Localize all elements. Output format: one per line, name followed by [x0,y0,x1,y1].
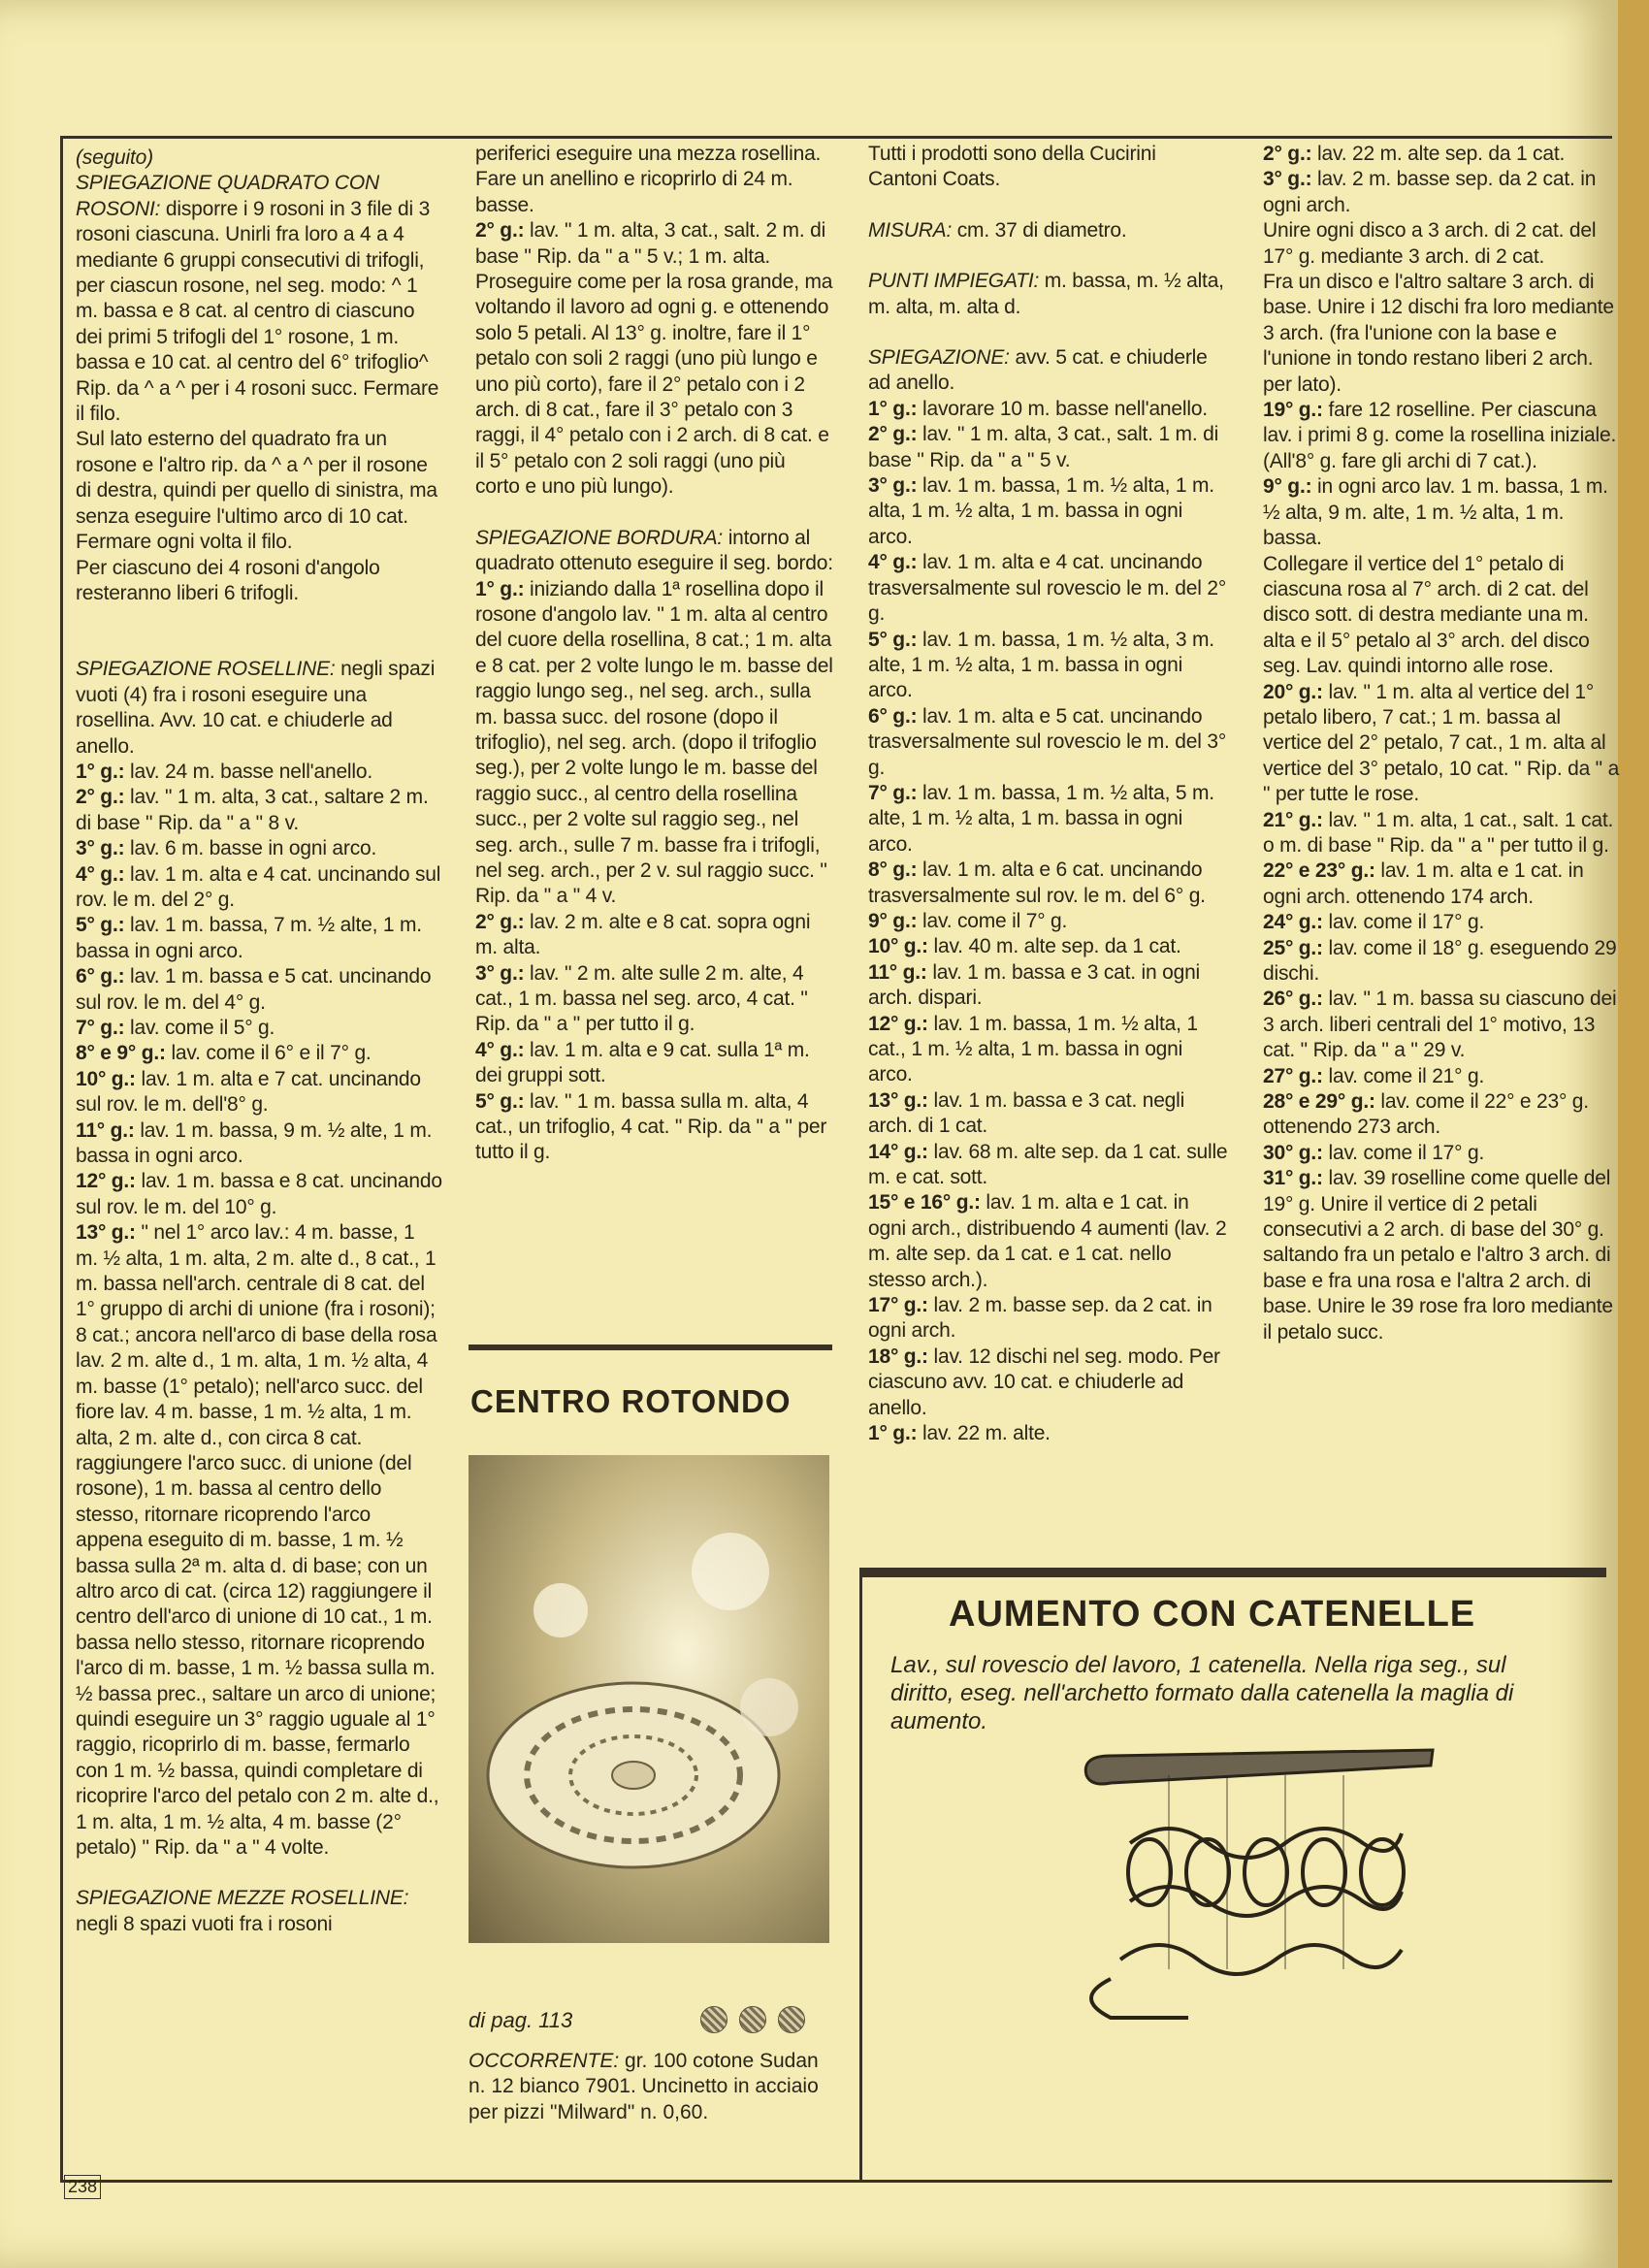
row-label: 7° g.: [868,781,918,804]
row-text: lav. come il 17° g. [1328,1141,1485,1164]
row-text: lav. " 1 m. bassa su ciascuno dei 3 arch. liberi centrali del 1° motivo, 13 cat. " Rip. da " a " 29 v. [1263,988,1617,1062]
row-label: 14° g.: [868,1140,928,1163]
row-label: 2° g.: [475,910,525,933]
row-label: 1° g.: [868,397,918,420]
page-reference: di pag. 113 [469,2008,573,2032]
row-text: lav. 1 m. alta e 9 cat. sulla 1ª m. dei gruppi sott. [475,1038,810,1087]
row-label: 3° g.: [868,474,918,498]
misura-heading: MISURA: [868,218,953,242]
row-label: 17° g.: [868,1294,928,1317]
row-label: 11° g.: [868,960,927,984]
fra-text: Fra un disco e l'altro saltare 3 arch. di base. Unire i 12 dischi fra loro mediante 3 arch. (fra l'unione con la base e l'unione in tondo restano liberi 2 arch. per lato). [1263,271,1614,396]
quadrato-text: disporre i 9 rosoni in 3 file di 3 rosoni ciascuna. Unirli fra loro a 4 a 4 mediante 6 gruppi consecutivi di trifogli, per ciascun rosone, nel seg. modo: ^ 1 m. bassa e 8 cat. al centro di ciascuno dei primi 5 trifogli del 1° rosone, 1 m. bassa e 10 cat. al centro del 6° trifoglio^ Rip. da ^ a ^ per i 4 rosoni succ. Fermare il filo. [76,197,439,426]
row-text: lav. 6 m. basse in ogni arco. [130,837,377,860]
difficulty-icon [778,2006,805,2033]
row-text: lav. come il 5° g. [130,1017,275,1039]
row-label: 20° g.: [1263,680,1323,703]
instruction-row [475,910,834,961]
bordura-rows [475,577,834,1166]
instruction-row [868,909,1229,934]
row-label: 8° g.: [868,859,918,882]
row-label: 4° g.: [475,1038,525,1061]
row-label: 5° g.: [868,628,918,651]
row-text: lav. come il 7° g. [922,909,1068,932]
mezze-text: negli 8 spazi vuoti fra i rosoni [76,1912,333,1935]
row-text: lav. 1 m. alta e 7 cat. uncinando sul rov. le m. dell'8° g. [76,1067,421,1117]
instruction-row [1263,1064,1622,1089]
instruction-row [1263,910,1622,935]
row-label: 12° g.: [868,1012,928,1035]
row-label: 5° g.: [76,914,125,937]
row-text: lav. come il 6° e il 7° g. [171,1042,372,1065]
row-label: 2° g.: [1263,143,1312,165]
row-text: lav. come il 18° g. eseguendo 29 dischi. [1263,936,1617,985]
row-label: 8° e 9° g.: [76,1042,166,1065]
row-text: lav. 2 m. basse sep. da 2 cat. in ogni arch. [1263,168,1597,216]
row-label: 13° g.: [76,1221,136,1245]
occorrente-text: gr. 100 cotone Sudan n. 12 bianco 7901. Uncinetto in acciaio per pizzi "Milward" n. 0,60. [469,2050,819,2123]
row-label: 25° g.: [1263,936,1323,959]
row-label: 27° g.: [1263,1064,1323,1087]
row-text: lav. 1 m. bassa, 1 m. ½ alta, 1 m. alta, 1 m. ½ alta, 1 m. bassa in ogni arco. [868,474,1214,548]
row-text: lav. 1 m. bassa, 1 m. ½ alta, 3 m. alte, 1 m. ½ alta, 1 m. bassa in ogni arco. [868,628,1214,702]
row-text: lav. 24 m. basse nell'anello. [130,760,372,783]
row-label: 2° g.: [868,423,918,446]
row-label: 24° g.: [1263,911,1323,934]
row-text: iniziando dalla 1ª rosellina dopo il rosone d'angolo lav. " 1 m. alta al centro del cuore della rosellina, 8 cat.; 1 m. alta e 8 cat. per 2 volte lungo le m. basse del raggio lungo seg., nel seg. arch., sulla m. bassa succ. del rosone (dopo il trifoglio), nel seg. arch. (dopo il trifoglio seg.), per 2 volte lungo le m. basse del raggio succ., al centro della rosellina succ., per 2 volte sul raggio seg., nel seg. arch., sulle 7 m. basse fra i trifogli, nel seg. arch., per 2 v. sul raggio succ. " Rip. da " a " 4 v. [475,577,833,908]
row-label: 1° g.: [76,760,125,783]
row-label: 18° g.: [868,1345,928,1368]
roselline-rows [76,760,442,1861]
row-label: 13° g.: [868,1088,928,1112]
instruction-row [76,1067,442,1118]
spiegazione-heading: SPIEGAZIONE: [868,346,1010,370]
page-number: 238 [64,2175,101,2199]
instruction-row [1263,1141,1622,1166]
rows-c [1263,680,1622,1346]
aumento-title: AUMENTO CON CATENELLE [949,1594,1476,1635]
row-label: 22° e 23° g.: [1263,859,1375,883]
seguito-label: (seguito) [76,146,153,169]
instruction-row [868,1140,1229,1191]
instruction-row [1263,808,1622,859]
row-text: lav. 12 dischi nel seg. modo. Per ciascuno avv. 10 cat. e chiuderle ad anello. [868,1345,1220,1419]
row-label: 11° g.: [76,1118,135,1142]
row-text: lav. 1 m. alta e 4 cat. uncinando sul rov. le m. del 2° g. [76,862,441,911]
roselline-heading: SPIEGAZIONE ROSELLINE: [76,658,336,681]
instruction-row [868,960,1229,1012]
row-text: lav. 1 m. alta e 1 cat. in ogni arch., distribuendo 4 aumenti (lav. 2 m. alte sep. da 1 cat. e 1 cat. nello stesso arch.). [868,1191,1227,1291]
mezze-intro: periferici eseguire una mezza rosellina. Fare un anellino e ricoprirlo di 24 m. basse. [475,143,822,216]
divider [469,1345,832,1350]
instruction-row [1263,398,1622,474]
row-label: 4° g.: [868,551,918,574]
row-label: 3° g.: [475,961,525,985]
row-label: 28° e 29° g.: [1263,1090,1375,1114]
products-note: Tutti i prodotti sono della Cucirini Cantoni Coats. [868,143,1156,191]
row-text: lav. " 1 m. bassa sulla m. alta, 4 cat., un trifoglio, 4 cat. " Rip. da " a " per tutto il g. [475,1089,827,1164]
instruction-row [475,1089,834,1166]
difficulty-icon [700,2006,728,2033]
unire-text: Unire ogni disco a 3 arch. di 2 cat. del 17° g. mediante 3 arch. di 2 cat. [1263,219,1597,268]
row-text: lav. 1 m. bassa e 8 cat. uncinando sul rov. le m. del 10° g. [76,1170,442,1218]
instruction-row [868,397,1229,422]
instruction-row [475,577,834,910]
occorrente [469,2049,827,2125]
instruction-row [1263,859,1622,910]
row-label: 3° g.: [1263,168,1312,191]
bordura-heading: SPIEGAZIONE BORDURA: [475,526,724,549]
instruction-row [868,1088,1229,1140]
quadrato-heading: SPIEGAZIONE QUADRATO CON ROSONI: [76,172,379,220]
row-label: 5° g.: [475,1089,525,1113]
row-text: lav. 1 m. alta e 4 cat. uncinando trasversalmente sul rovescio le m. del 2° g. [868,551,1227,626]
instruction-row [1263,142,1622,167]
instruction-row [1263,167,1622,218]
instruction-row [1263,987,1622,1063]
instruction-row [475,961,834,1038]
instruction-row [76,862,442,914]
row-label: 6° g.: [76,965,125,988]
instruction-row [1263,1166,1622,1345]
row-text: lav. 68 m. alte sep. da 1 cat. sulle m. e cat. sott. [868,1140,1228,1189]
row-label: 9° g.: [868,909,918,932]
row-label: 15° e 16° g.: [868,1191,981,1215]
row-label: 10° g.: [868,935,928,958]
row-text: lav. come il 22° e 23° g. ottenendo 273 arch. [1263,1090,1589,1139]
row-label: 6° g.: [868,704,918,728]
row-text: lav. 1 m. bassa e 3 cat. negli arch. di 1 cat. [868,1088,1185,1138]
row-text: lav. " 1 m. alta al vertice del 1° petalo libero, 7 cat.; 1 m. bassa al vertice del 2° petalo, 7 cat., 1 m. alta al vertice del 3° petalo, 10 cat. " Rip. da " a " per tutte le rose. [1263,680,1620,806]
instruction-row [1263,936,1622,988]
row-text: lav. " 1 m. alta, 3 cat., saltare 2 m. di base " Rip. da " a " 8 v. [76,786,429,834]
bordura-text: intorno al quadrato ottenuto eseguire il seg. bordo: [475,526,833,575]
row-text: lav. 1 m. bassa, 1 m. ½ alta, 1 cat., 1 m. ½ alta, 1 m. bassa in ogni arco. [868,1012,1198,1086]
row-label: 3° g.: [76,837,125,860]
aumento-description: Lav., sul rovescio del lavoro, 1 catenella. Nella riga seg., sul diritto, eseg. nell'archetto formato dalla catenella la maglia di aumento. [890,1652,1514,1734]
instruction-row [76,1169,442,1220]
row-text: lav. 1 m. alta e 6 cat. uncinando trasversalmente sul rov. le m. del 6° g. [868,859,1206,907]
instruction-row [868,1190,1229,1293]
row-text: lav. " 1 m. alta, 1 cat., salt. 1 cat. o m. di base " Rip. da " a " per tutto il g. [1263,808,1614,857]
row-label: 21° g.: [1263,808,1323,831]
row-label: 2° g.: [475,219,525,243]
instruction-row [76,1016,442,1041]
difficulty-icon [739,2006,766,2033]
row-text: lav. come il 21° g. [1328,1064,1485,1087]
column-2 [475,142,834,1166]
instruction-row [76,1041,442,1066]
aumento-rule [859,1568,1606,1577]
misura-text: cm. 37 di diametro. [956,218,1127,242]
centro-rows [868,397,1229,1447]
instruction-row [1263,680,1622,808]
row-label: 2° g.: [76,786,125,809]
instruction-row [868,704,1229,781]
row-text: lav. 1 m. bassa, 9 m. ½ alte, 1 m. bassa in ogni arco. [76,1118,433,1168]
row-text: lav. 22 m. alte. [922,1422,1051,1445]
punti-heading: PUNTI IMPIEGATI: [868,270,1040,293]
row-text: lav. " 1 m. alta, 3 cat., salt. 2 m. di base " Rip. da " a " 5 v.; 1 m. alta. Proseguire come per la rosa grande, ma voltando il lavoro ad ogni g. e ottenendo solo 5 petali. Al 13° g. inoltre, fare il 1° petalo con soli 2 raggi (uno più lungo e uno più corto), fare il 2° petalo con i 2 arch. di 8 cat., fare il 3° petalo con 3 raggi, il 4° petalo con i 2 arch. di 8 cat. e il 5° petalo con 2 soli raggi (uno più corto e uno più lungo). [475,219,833,499]
row-label: 7° g.: [76,1017,125,1039]
doily-illustration [469,1455,829,1943]
instruction-row [868,628,1229,704]
row-text: lav. 1 m. bassa, 7 m. ½ alte, 1 m. bassa in ogni arco. [76,914,422,962]
row-label: 26° g.: [1263,988,1323,1011]
row-text: lav. 2 m. alte e 8 cat. sopra ogni m. alta. [475,910,811,959]
instruction-row [76,785,442,836]
row-label: 9° g.: [1263,475,1312,499]
row-text: " nel 1° arco lav.: 4 m. basse, 1 m. ½ alta, 1 m. alta, 2 m. alte d., 8 cat., 1 m. bassa nell'arch. centrale di 8 cat. del 1° gruppo di archi di unione (fra i rosoni); 8 cat.; ancora nell'arco di base della rosa lav. 2 m. alte d., 1 m. alta, 1 m. ½ alta, 4 m. basse (1° petalo); nell'arco succ. del fiore lav. 4 m. basse, 1 m. ½ alta, 1 m. alta, 2 m. alte d., con circa 8 cat. raggiungere l'arco succ. di unione (del rosone), 1 m. bassa al centro dello stesso, ritornare ricoprendo l'arco appena eseguito di m. basse, 1 m. ½ bassa sulla 2ª m. alta d. di base; con un altro arco di cat. (circa 12) raggiungere il centro dell'arco di unione di 10 cat., 1 m. bassa nello stesso, ritornare ricoprendo l'arco di m. basse, 1 m. ½ bassa sulla m. ½ bassa prec., saltare un arco di unione; quindi eseguire un 3° raggio uguale al 1° raggio, ricoprirlo di m. basse, fermarlo con 1 m. ½ bassa, quindi completare di ricoprire l'arco del petalo con 2 m. alte d., 1 m. alta, 1 m. ½ alta, 4 m. basse (2° petalo) " Rip. da " a " 4 volte. [76,1221,439,1859]
row-label: 19° g.: [1263,399,1323,422]
instruction-row [868,1421,1229,1446]
instruction-row [868,422,1229,473]
row-text: lav. 39 roselline come quelle del 19° g. Unire il vertice di 2 petali consecutivi a 2 arch. di base del 30° g. saltando fra un petalo e l'altro 3 arch. di base e fra una rosa e l'altra 2 arch. di base. Unire le 39 rose fra loro mediante il petalo succ. [1263,1167,1613,1344]
roselline-text: negli spazi vuoti (4) fra i rosoni eseguire una rosellina. Avv. 10 cat. e chiuderle ad anello. [76,658,436,758]
punti-text: m. bassa, m. ½ alta, m. alta, m. alta d. [868,270,1224,318]
row-label: 4° g.: [76,862,125,886]
rows-a [1263,142,1622,218]
row-label: 31° g.: [1263,1167,1323,1190]
crochet-hook-diagram [1052,1727,1440,2027]
row-text: fare 12 roselline. Per ciascuna lav. i primi 8 g. come la rosellina iniziale. (All'8° g. fare gli archi di 7 cat.). [1263,399,1617,472]
instruction-row [868,1345,1229,1421]
instruction-row [76,836,442,861]
mezze-heading: SPIEGAZIONE MEZZE ROSELLINE: [76,1887,409,1910]
row-text: lav. 1 m. bassa, 1 m. ½ alta, 5 m. alte, 1 m. ½ alta, 1 m. bassa in ogni arco. [868,781,1214,856]
column-4 [1263,142,1622,1345]
row-label: 10° g.: [76,1067,136,1090]
instruction-row [868,858,1229,909]
spiegazione-text: avv. 5 cat. e chiuderle ad anello. [868,346,1208,395]
row-label: 12° g.: [76,1170,136,1193]
quadrato-text-2: Sul lato esterno del quadrato fra un rosone e l'altro rip. da ^ a ^ per il rosone di destra, quindi per quello di sinistra, ma senza eseguire l'ultimo arco di 10 cat. Fermare ogni volta il filo. [76,428,437,554]
instruction-row [475,1038,834,1089]
instruction-row [76,913,442,964]
row-text: lav. 1 m. bassa e 3 cat. in ogni arch. dispari. [868,960,1201,1010]
doily-photo [469,1455,829,1943]
instruction-row [76,1220,442,1861]
rows-b [1263,398,1622,551]
instruction-row [868,781,1229,858]
row-label: 30° g.: [1263,1141,1323,1164]
row-label: 1° g.: [475,577,525,600]
instruction-row [1263,1089,1622,1141]
row-text: lav. 1 m. bassa e 5 cat. uncinando sul rov. le m. del 4° g. [76,965,432,1014]
row-text: lav. " 2 m. alte sulle 2 m. alte, 4 cat., 1 m. bassa nel seg. arco, 4 cat. " Rip. da " a " per tutto il g. [475,961,808,1036]
instruction-row [1263,474,1622,551]
quadrato-text-3: Per ciascuno dei 4 rosoni d'angolo resteranno liberi 6 trifogli. [76,556,380,604]
row-text: lav. 1 m. alta e 5 cat. uncinando trasversalmente sul rovescio le m. del 3° g. [868,704,1227,779]
row-text: in ogni arco lav. 1 m. bassa, 1 m. ½ alta, 9 m. alte, 1 m. ½ alta, 1 m. bassa. [1263,475,1608,550]
row-text: lav. 40 m. alte sep. da 1 cat. [933,935,1181,958]
instruction-row [868,1012,1229,1088]
instruction-row [868,473,1229,550]
row-text: lavorare 10 m. basse nell'anello. [922,397,1208,420]
row-text: lav. " 1 m. alta, 3 cat., salt. 1 m. di base " Rip. da " a " 5 v. [868,423,1219,471]
row-text: lav. 22 m. alte sep. da 1 cat. [1317,143,1566,165]
instruction-row [76,1118,442,1170]
row-text: lav. 1 m. alta e 1 cat. in ogni arch. ottenendo 174 arch. [1263,859,1584,908]
instruction-row [868,934,1229,959]
instruction-row [868,550,1229,627]
instruction-row [76,964,442,1016]
collegare-text: Collegare il vertice del 1° petalo di ciascuna rosa al 7° arch. di 2 cat. del disco sott. di destra mediante una m. alta e il 5° petalo al 3° arch. del disco seg. Lav. quindi intorno alle rose. [1263,552,1590,678]
row-text: lav. come il 17° g. [1328,911,1485,934]
column-1 [76,146,442,1937]
row-text: lav. 2 m. basse sep. da 2 cat. in ogni arch. [868,1294,1212,1343]
centro-rotondo-title: CENTRO ROTONDO [470,1383,792,1419]
column-3 [868,142,1229,1447]
row-label: 1° g.: [868,1422,918,1445]
occorrente-heading: OCCORRENTE: [469,2050,620,2072]
instruction-row [76,760,442,785]
instruction-row [868,1293,1229,1345]
aumento-border [859,1577,862,2183]
